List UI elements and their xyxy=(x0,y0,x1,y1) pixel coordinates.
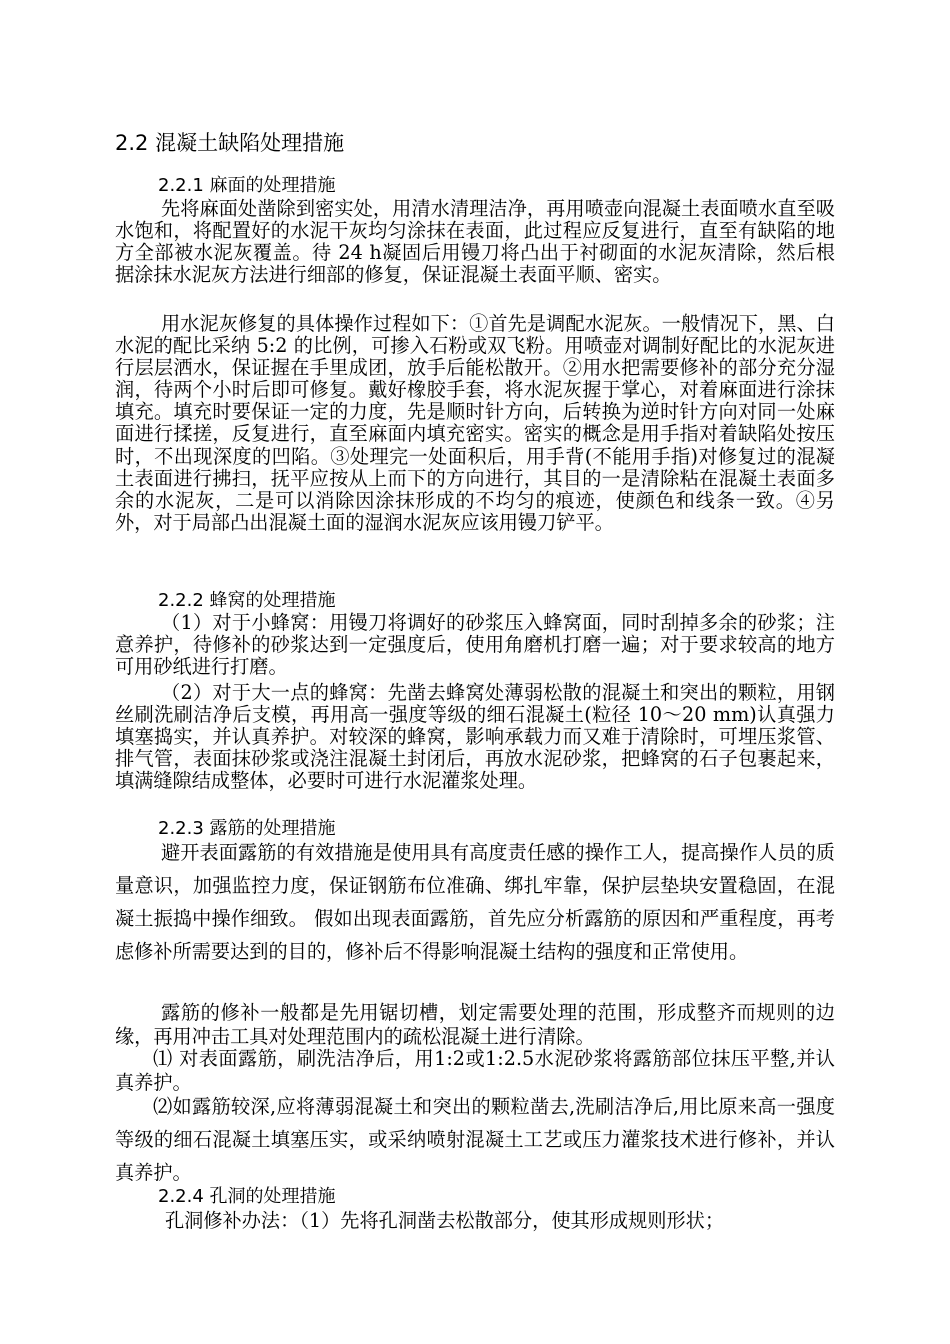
paragraph-exposed-rebar-3: ⑴ 对表面露筋，刷洗洁净后，用1:2或1:2.5水泥砂浆将露筋部位抹压平整,并认真养护。 xyxy=(115,1047,835,1094)
section-title: 2.2 混凝土缺陷处理措施 xyxy=(115,131,345,155)
paragraph-hole-repair: 孔洞修补办法：（1）先将孔洞凿去松散部分，使其形成规则形状； xyxy=(165,1209,725,1232)
paragraph-pitted-surface-2: 用水泥灰修复的具体操作过程如下：①首先是调配水泥灰。一般情况下，黑、白水泥的配比采纳 5:2 的比例，可掺入石粉或双飞粉。用喷壶对调制好配比的水泥灰进行层层洒水，保证握在手里成团，放手后能松散开。②用水把需要修补的部分充分湿润，待两个小时后即可修复。戴好橡胶手套，将水泥灰握于掌心，对着麻面进行涂抹填充。填充时要保证一定的力度，先是顺时针方向，后转换为逆时针方向对同一处麻面进行揉搓，反复进行，直至麻面内填充密实。密实的概念是用手指对着缺陷处按压时，不出现深度的凹陷。③处理完一处面积后，用手背(不能用手指)对修复过的混凝土表面进行拂扫，抚平应按从上而下的方向进行，其目的一是清除粘在混凝土表面多余的水泥灰，二是可以消除因涂抹形成的不均匀的痕迹，使颜色和线条一致。④另外，对于局部凸出混凝土面的湿润水泥灰应该用镘刀铲平。 xyxy=(115,312,835,534)
paragraph-pitted-surface-1: 先将麻面处凿除到密实处，用清水清理洁净，再用喷壶向混凝土表面喷水直至吸水饱和，将配置好的水泥干灰均匀涂抹在表面，此过程应反复进行，直至有缺陷的地方全部被水泥灰覆盖。待 24 h凝固后用镘刀将凸出于衬砌面的水泥灰清除，然后根据涂抹水泥灰方法进行细部的修复，保证混凝土表面平顺、密实。 xyxy=(115,197,835,287)
paragraph-exposed-rebar-4: ⑵如露筋较深,应将薄弱混凝土和突出的颗粒凿去,洗刷洁净后,用比原来高一强度等级的细石混凝土填塞压实，或采纳喷射混凝土工艺或压力灌浆技术进行修补，并认真养护。 xyxy=(115,1095,835,1184)
subsection-heading-2-2-4: 2.2.4 孔洞的处理措施 xyxy=(158,1186,336,1207)
paragraph-exposed-rebar-2: 露筋的修补一般都是先用锯切槽，划定需要处理的范围，形成整齐而规则的边缘，再用冲击工具对处理范围内的疏松混凝土进行清除。 xyxy=(115,1001,835,1048)
paragraph-honeycomb-large: （2）对于大一点的蜂窝：先凿去蜂窝处薄弱松散的混凝土和突出的颗粒，用钢丝刷洗刷洁净后支模，再用高一强度等级的细石混凝土(粒径 10～20 mm)认真强力填塞捣实，并认真养护。对较深的蜂窝，影响承载力而又难于清除时，可埋压浆管、排气管，表面抹砂浆或浇注混凝土封闭后，再放水泥砂浆，把蜂窝的石子包裹起来，填满缝隙结成整体，必要时可进行水泥灌浆处理。 xyxy=(115,681,835,793)
paragraph-honeycomb-small: （1）对于小蜂窝：用镘刀将调好的砂浆压入蜂窝面，同时刮掉多余的砂浆；注意养护，待修补的砂浆达到一定强度后，使用角磨机打磨一遍；对于要求较高的地方可用砂纸进行打磨。 xyxy=(115,611,835,679)
subsection-heading-2-2-3: 2.2.3 露筋的处理措施 xyxy=(158,818,336,839)
paragraph-exposed-rebar-1: 避开表面露筋的有效措施是使用具有高度责任感的操作工人，提高操作人员的质量意识，加强监控力度，保证钢筋布位准确、绑扎牢靠，保护层垫块安置稳固，在混凝土振捣中操作细致。 假如出现表面露筋，首先应分析露筋的原因和严重程度，再考虑修补所需要达到的目的，修补后不得影响混凝土结构的强度和正常使用。 xyxy=(115,841,835,963)
subsection-heading-2-2-1: 2.2.1 麻面的处理措施 xyxy=(158,175,336,196)
subsection-heading-2-2-2: 2.2.2 蜂窝的处理措施 xyxy=(158,590,336,611)
